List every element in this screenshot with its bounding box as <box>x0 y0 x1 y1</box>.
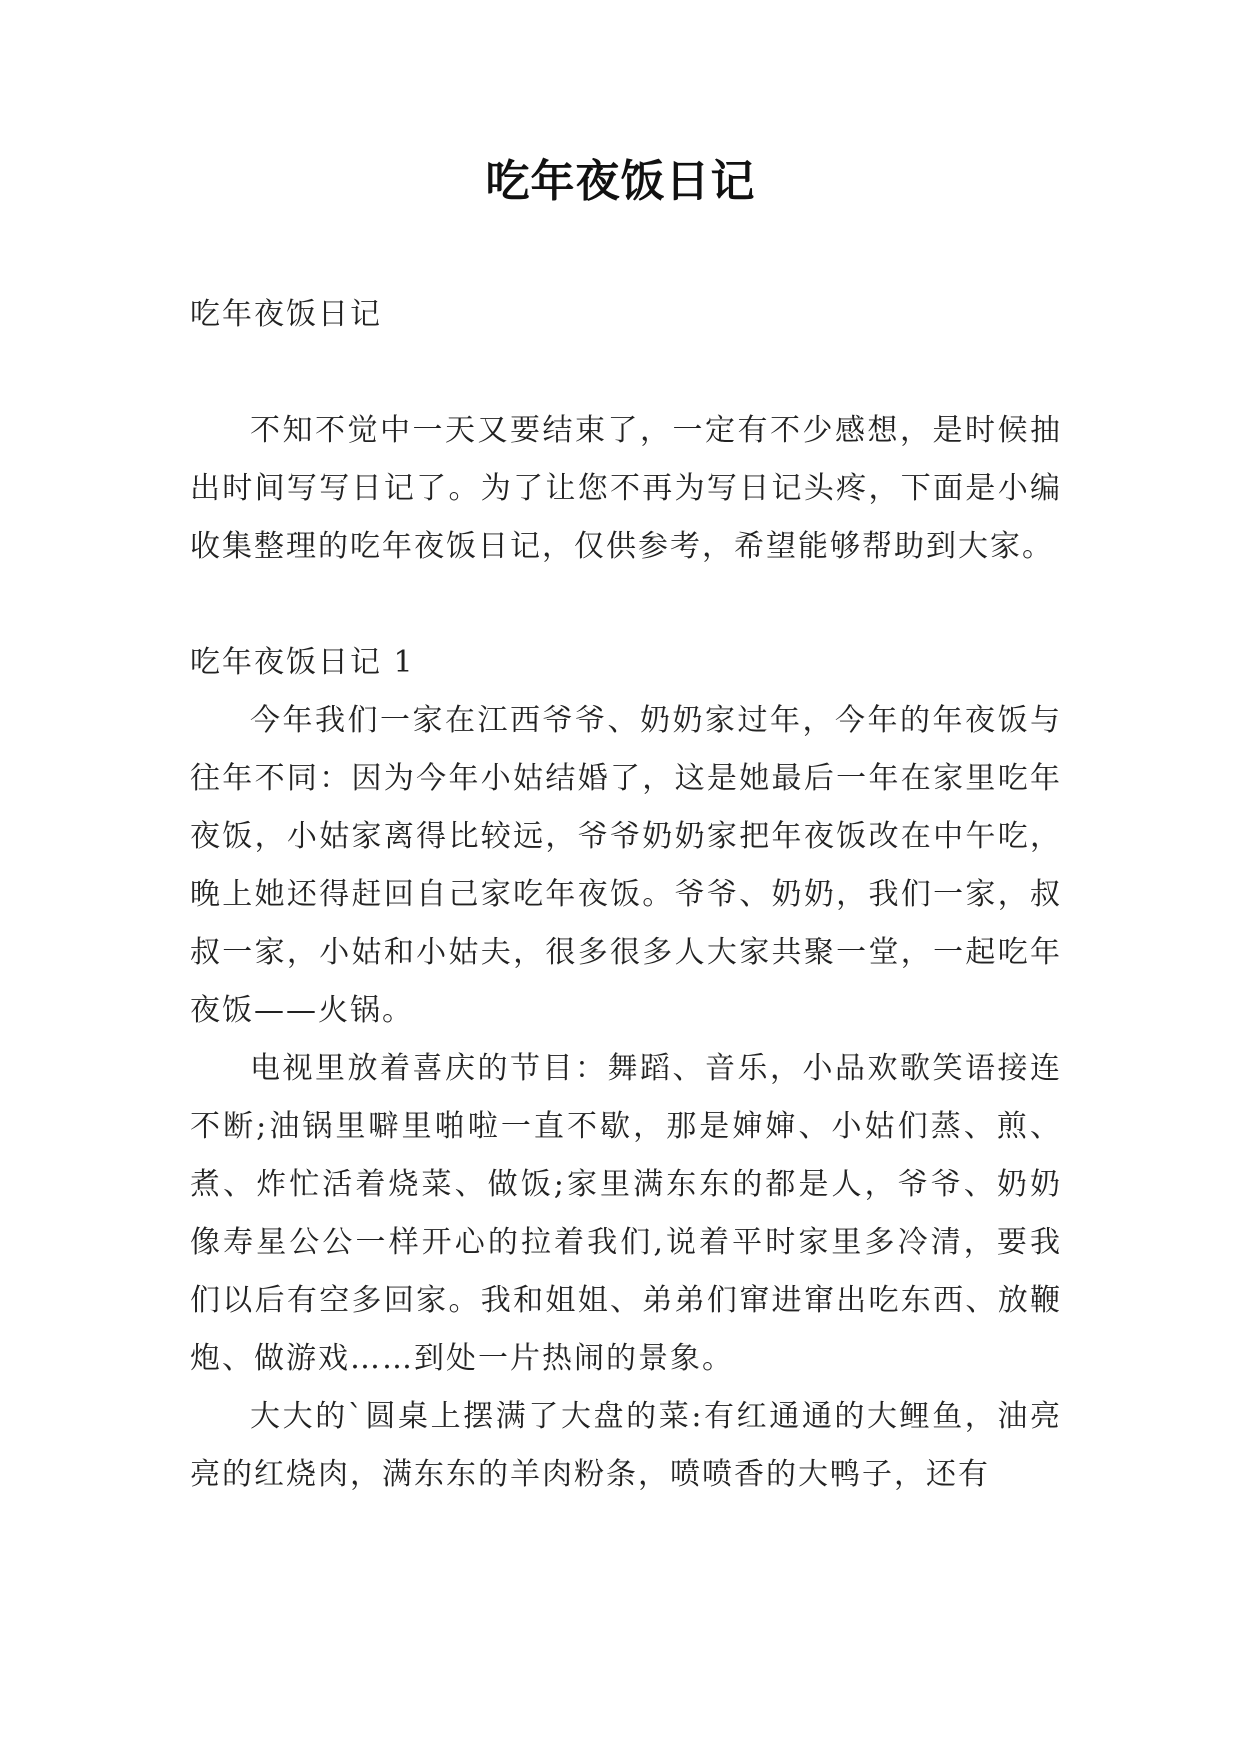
spacer <box>190 576 1062 634</box>
spacer <box>190 344 1062 402</box>
document-title: 吃年夜饭日记 <box>485 156 756 207</box>
intro-paragraph: 不知不觉中一天又要结束了，一定有不少感想，是时候抽出时间写写日记了。为了让您不再为写日记头疼，下面是小编收集整理的吃年夜饭日记，仅供参考，希望能够帮助到大家。 <box>190 413 1062 564</box>
document-body <box>190 286 1062 1504</box>
body-paragraph-1: 今年我们一家在江西爷爷、奶奶家过年，今年的年夜饭与往年不同：因为今年小姑结婚了，这是她最后一年在家里吃年夜饭，小姑家离得比较远，爷爷奶奶家把年夜饭改在中午吃，晚上她还得赶回自己家吃年夜饭。爷爷、奶奶，我们一家，叔叔一家，小姑和小姑夫，很多很多人大家共聚一堂，一起吃年夜饭——火锅。 <box>190 703 1062 1028</box>
body-paragraph-2: 电视里放着喜庆的节目：舞蹈、音乐，小品欢歌笑语接连不断;油锅里噼里啪啦一直不歇，那是婶婶、小姑们蒸、煎、煮、炸忙活着烧菜、做饭;家里满东东的都是人，爷爷、奶奶像寿星公公一样开心的拉着我们,说着平时家里多冷清，要我们以后有空多回家。我和姐姐、弟弟们窜进窜出吃东西、放鞭炮、做游戏……到处一片热闹的景象。 <box>190 1051 1062 1376</box>
body-paragraph-3: 大大的`圆桌上摆满了大盘的菜:有红通通的大鲤鱼，油亮亮的红烧肉，满东东的羊肉粉条，喷喷香的大鸭子，还有 <box>190 1399 1062 1492</box>
document-subtitle: 吃年夜饭日记 <box>190 297 382 332</box>
section-heading: 吃年夜饭日记 1 <box>190 645 415 680</box>
